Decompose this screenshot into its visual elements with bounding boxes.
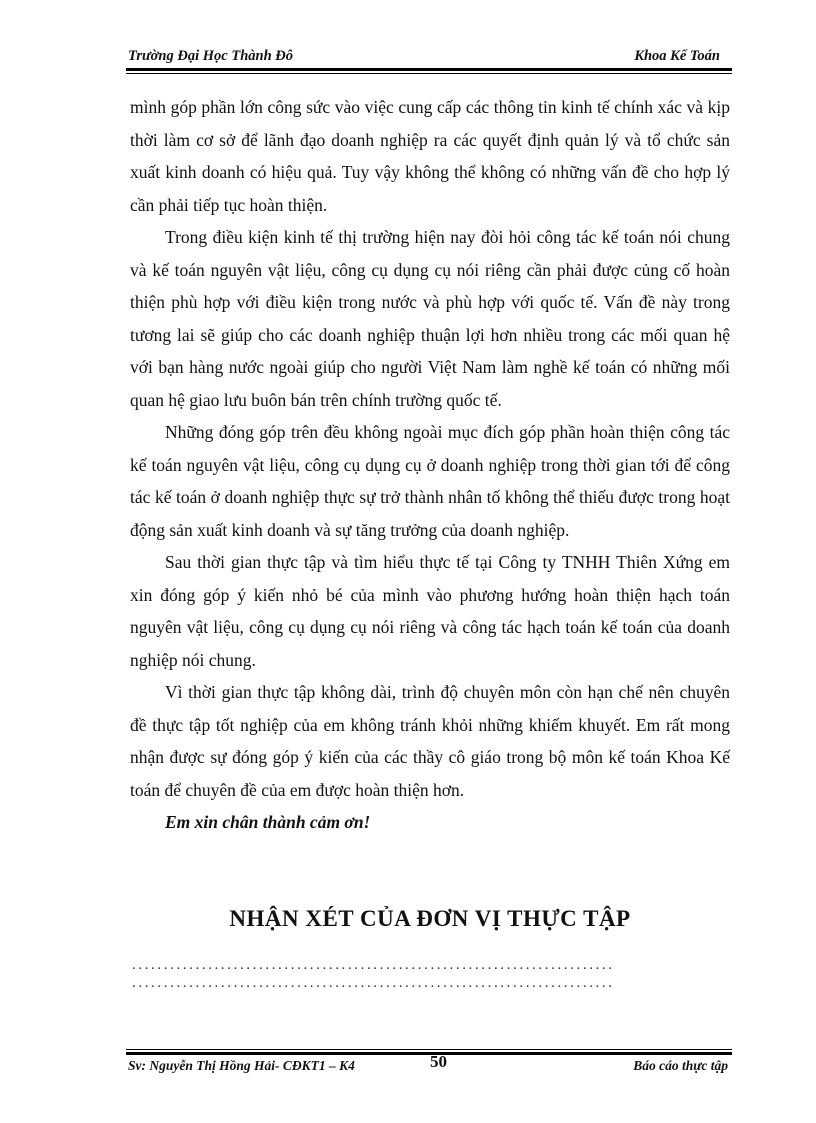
page-footer bbox=[128, 1052, 728, 1080]
footer-student: Sv: Nguyễn Thị Hồng Hải- CĐKT1 – K4 bbox=[128, 1058, 355, 1073]
header-rule-thick bbox=[126, 68, 732, 71]
paragraph-4: Sau thời gian thực tập và tìm hiểu thực tế tại Công ty TNHH Thiên Xứng em xin đóng góp ý kiến nhỏ bé của mình vào phương hướng hoàn thiện hạch toán nguyên vật liệu, công cụ dụng cụ nói riêng và công tác hạch toán kế toán của doanh nghiệp nói chung. bbox=[130, 552, 730, 670]
footer-rule-thick bbox=[126, 1052, 732, 1055]
header-department: Khoa Kế Toán bbox=[634, 48, 720, 64]
closing-thanks: Em xin chân thành cảm ơn! bbox=[165, 812, 371, 832]
dotted-line-1: ............................................................................ bbox=[132, 957, 615, 973]
footer-report-type: Báo cáo thực tập bbox=[633, 1058, 728, 1073]
paragraph-5: Vì thời gian thực tập không dài, trình độ chuyên môn còn hạn chế nên chuyên đề thực tập tốt nghiệp của em không tránh khỏi những khiếm khuyết. Em rất mong nhận được sự đóng góp ý kiến của các thầy cô giáo trong bộ môn kế toán Khoa Kế toán để chuyên đề của em được hoàn thiện hơn. bbox=[130, 682, 730, 800]
footer-rule-thin bbox=[126, 1049, 732, 1050]
page-number: 50 bbox=[430, 1052, 447, 1071]
header-rule-thin bbox=[126, 73, 732, 74]
paragraph-2: Trong điều kiện kinh tế thị trường hiện nay đòi hỏi công tác kế toán nói chung và kế toán nguyên vật liệu, công cụ dụng cụ nói riêng cần phải được củng cố hoàn thiện phù hợp với điều kiện trong nước và phù hợp với quốc tế. Vấn đề này trong tương lai sẽ giúp cho các doanh nghiệp thuận lợi hơn nhiều trong các mối quan hệ với bạn hàng nước ngoài giúp cho người Việt Nam làm nghề kế toán có những mối quan hệ giao lưu buôn bán trên chính trường quốc tế. bbox=[130, 227, 730, 410]
main-body bbox=[130, 91, 730, 839]
section-heading: NHẬN XÉT CỦA ĐƠN VỊ THỰC TẬP bbox=[229, 906, 631, 931]
page-header bbox=[128, 48, 732, 68]
header-school: Trường Đại Học Thành Đô bbox=[128, 48, 293, 64]
dotted-line-2: ............................................................................ bbox=[132, 975, 615, 991]
paragraph-1: mình góp phần lớn công sức vào việc cung cấp các thông tin kinh tế chính xác và kịp thời làm cơ sở để lãnh đạo doanh nghiệp ra các quyết định quản lý và tổ chức sản xuất kinh doanh có hiệu quả. Tuy vậy không thể không có những vấn đề cho hợp lý cần phải tiếp tục hoàn thiện. bbox=[130, 97, 730, 215]
paragraph-3: Những đóng góp trên đều không ngoài mục đích góp phần hoàn thiện công tác kế toán nguyên vật liệu, công cụ dụng cụ ở doanh nghiệp trong thời gian tới để công tác kế toán ở doanh nghiệp thực sự trở thành nhân tố không thể thiếu được trong hoạt động sản xuất kinh doanh và sự tăng trưởng của doanh nghiệp. bbox=[130, 422, 730, 540]
